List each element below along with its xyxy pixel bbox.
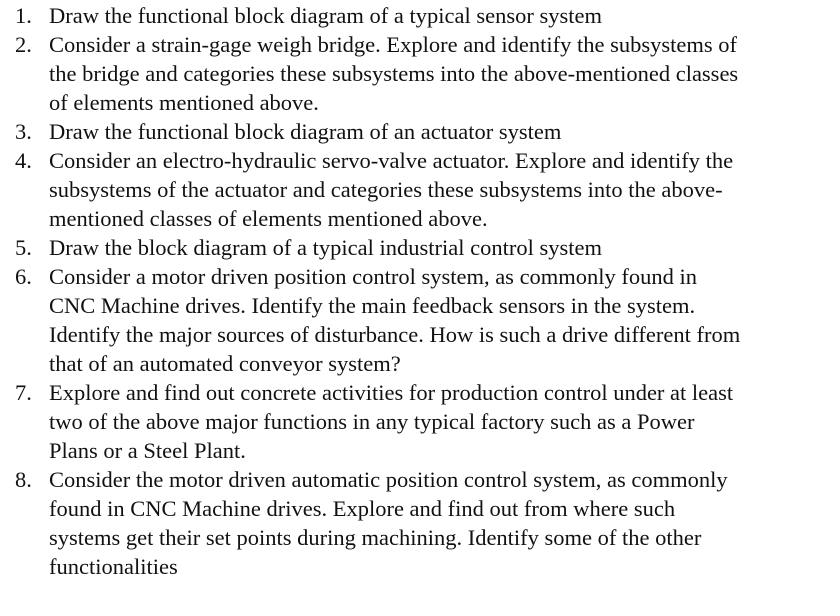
question-text-line: CNC Machine drives. Identify the main feedback sensors in the system. [49,293,696,318]
question-text-line: two of the above major functions in any typical factory such as a Power [49,409,695,434]
question-number: 8. [15,467,32,492]
question-number: 6. [15,264,32,289]
question-text-line: Draw the functional block diagram of an actuator system [49,119,562,144]
question-text-line: Consider an electro-hydraulic servo-valve actuator. Explore and identify the [49,148,734,173]
question-list [0,1,840,581]
question-number: 5. [15,235,32,260]
question-text-line: Draw the block diagram of a typical industrial control system [49,235,602,260]
question-item-8 [0,465,840,581]
question-item-7 [0,378,840,465]
question-item-2 [0,30,840,117]
question-text-line: Consider a strain-gage weigh bridge. Explore and identify the subsystems of [49,32,737,57]
question-item-3 [0,117,840,146]
question-text-line: mentioned classes of elements mentioned above. [49,206,488,231]
question-text-line: functionalities [49,554,178,579]
question-text-line: systems get their set points during machining. Identify some of the other [49,525,702,550]
question-text-line: Explore and find out concrete activities for production control under at least [49,380,734,405]
question-item-1 [0,1,840,30]
question-number: 7. [15,380,32,405]
question-text-line: of elements mentioned above. [49,90,319,115]
question-text-line: Consider the motor driven automatic position control system, as commonly [49,467,728,492]
question-text-line: Identify the major sources of disturbance. How is such a drive different from [49,322,741,347]
question-text-line: Draw the functional block diagram of a typical sensor system [49,3,602,28]
question-item-4 [0,146,840,233]
question-text-line: subsystems of the actuator and categories these subsystems into the above- [49,177,723,202]
question-text-line: that of an automated conveyor system? [49,351,401,376]
question-text-line: found in CNC Machine drives. Explore and find out from where such [49,496,676,521]
question-text-line: Consider a motor driven position control system, as commonly found in [49,264,698,289]
question-number: 3. [15,119,32,144]
question-number: 2. [15,32,32,57]
question-item-5 [0,233,840,262]
question-number: 4. [15,148,32,173]
question-text-line: the bridge and categories these subsystems into the above-mentioned classes [49,61,739,86]
question-number: 1. [15,3,32,28]
question-text-line: Plans or a Steel Plant. [49,438,246,463]
question-item-6 [0,262,840,378]
